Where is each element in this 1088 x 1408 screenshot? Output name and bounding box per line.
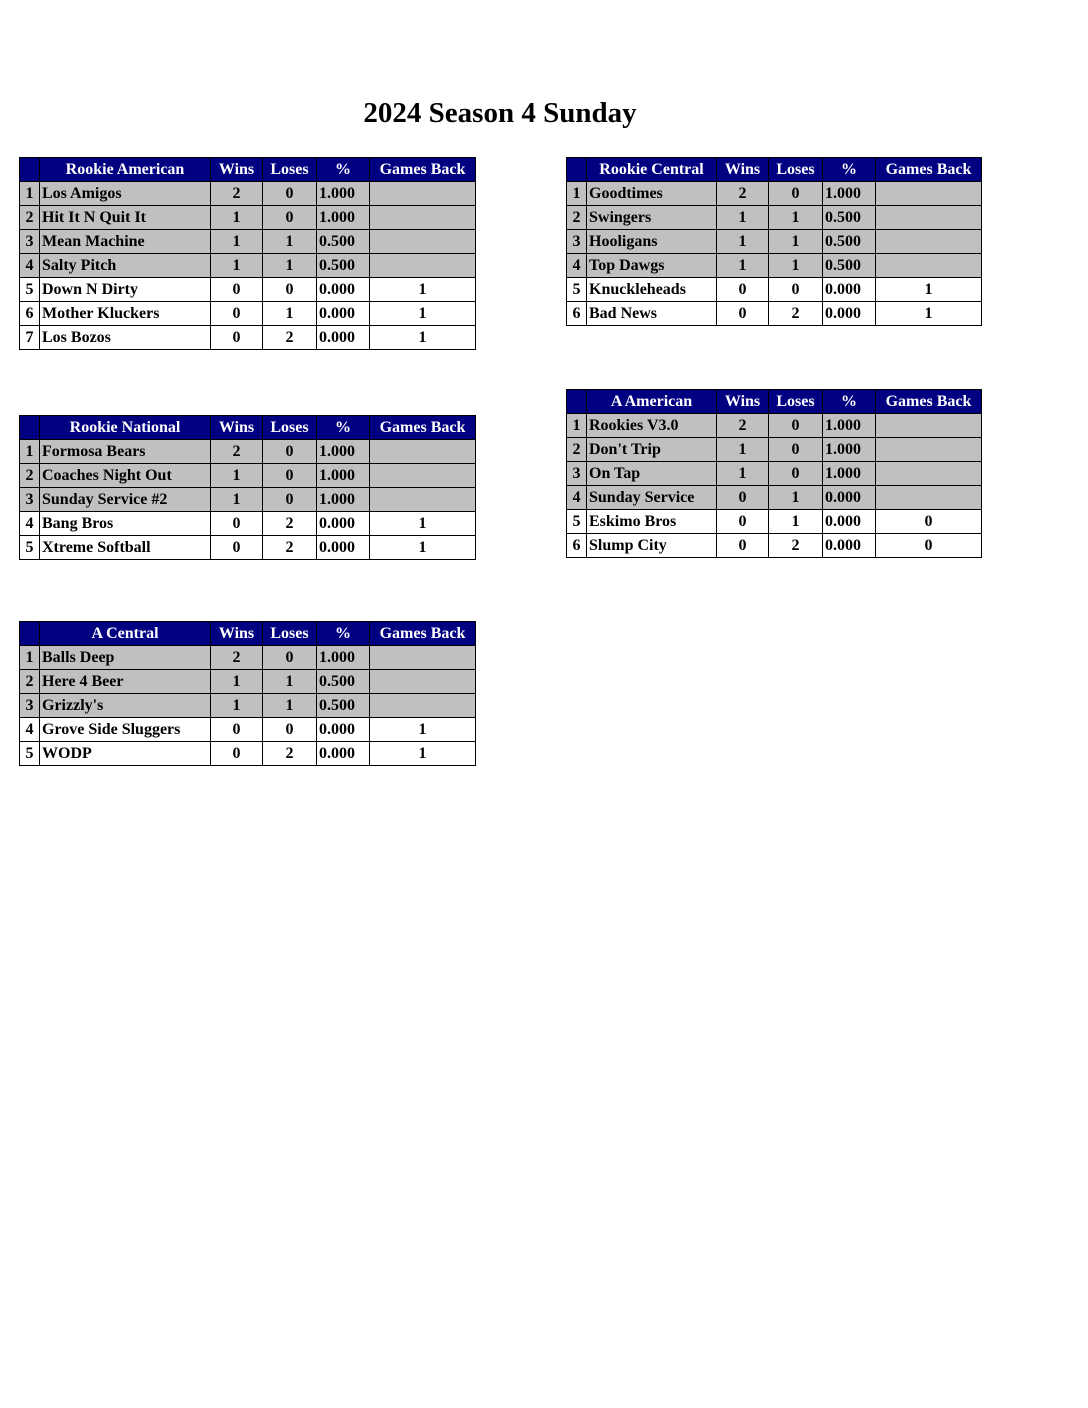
pct-cell: 0.000 [317, 742, 370, 766]
pct-cell: 0.000 [317, 718, 370, 742]
loses-header: Loses [263, 416, 317, 440]
rank-cell: 3 [20, 230, 40, 254]
standings-table-a-american [566, 389, 982, 558]
team-cell: On Tap [587, 462, 717, 486]
games-back-header: Games Back [876, 390, 982, 414]
wins-cell: 1 [717, 206, 769, 230]
wins-cell: 1 [717, 254, 769, 278]
loses-cell: 1 [263, 670, 317, 694]
pct-cell: 0.500 [823, 230, 876, 254]
pct-cell: 0.000 [823, 510, 876, 534]
pct-cell: 1.000 [317, 440, 370, 464]
rank-cell: 2 [20, 670, 40, 694]
pct-header: % [317, 158, 370, 182]
pct-cell: 0.000 [317, 278, 370, 302]
loses-cell: 1 [769, 230, 823, 254]
loses-cell: 0 [769, 462, 823, 486]
standings-table-rookie-american [19, 157, 476, 350]
games-back-cell [370, 440, 476, 464]
wins-cell: 1 [211, 254, 263, 278]
wins-cell: 1 [717, 230, 769, 254]
wins-cell: 1 [717, 438, 769, 462]
loses-cell: 0 [263, 646, 317, 670]
pct-cell: 0.000 [823, 302, 876, 326]
games-back-cell: 1 [370, 536, 476, 560]
rank-cell: 2 [20, 206, 40, 230]
team-cell: Bang Bros [40, 512, 211, 536]
pct-cell: 1.000 [823, 182, 876, 206]
rank-cell: 4 [567, 486, 587, 510]
team-cell: Bad News [587, 302, 717, 326]
team-cell: Formosa Bears [40, 440, 211, 464]
pct-cell: 0.500 [823, 254, 876, 278]
wins-header: Wins [717, 390, 769, 414]
loses-cell: 2 [769, 534, 823, 558]
table-row [20, 326, 476, 350]
division-header: Rookie Central [587, 158, 717, 182]
team-cell: Down N Dirty [40, 278, 211, 302]
pct-cell: 1.000 [823, 462, 876, 486]
rank-cell: 2 [567, 438, 587, 462]
wins-cell: 1 [211, 670, 263, 694]
games-back-cell [876, 254, 982, 278]
games-back-cell: 1 [370, 718, 476, 742]
wins-cell: 1 [211, 694, 263, 718]
games-back-cell [876, 182, 982, 206]
loses-cell: 1 [769, 486, 823, 510]
pct-cell: 1.000 [317, 646, 370, 670]
wins-header: Wins [717, 158, 769, 182]
table-row [20, 254, 476, 278]
loses-cell: 0 [769, 438, 823, 462]
games-back-cell: 0 [876, 510, 982, 534]
rank-header [20, 416, 40, 440]
standings-table-a-central [19, 621, 476, 766]
loses-header: Loses [263, 158, 317, 182]
rank-cell: 3 [567, 230, 587, 254]
rank-cell: 5 [20, 742, 40, 766]
table-row [567, 438, 982, 462]
rank-header [20, 158, 40, 182]
games-back-header: Games Back [370, 416, 476, 440]
wins-header: Wins [211, 416, 263, 440]
wins-header: Wins [211, 158, 263, 182]
rank-header [20, 622, 40, 646]
games-back-cell [370, 488, 476, 512]
division-header: Rookie National [40, 416, 211, 440]
games-back-cell: 1 [370, 302, 476, 326]
wins-cell: 0 [717, 302, 769, 326]
standings-table-rookie-central [566, 157, 982, 326]
wins-cell: 1 [211, 230, 263, 254]
pct-header: % [823, 390, 876, 414]
pct-cell: 0.000 [317, 302, 370, 326]
games-back-cell [370, 230, 476, 254]
pct-cell: 0.000 [317, 536, 370, 560]
table-row [567, 534, 982, 558]
rank-cell: 1 [20, 646, 40, 670]
pct-cell: 1.000 [823, 414, 876, 438]
pct-cell: 0.000 [317, 512, 370, 536]
table-row [567, 206, 982, 230]
pct-cell: 0.500 [823, 206, 876, 230]
wins-cell: 0 [211, 742, 263, 766]
rank-cell: 1 [567, 182, 587, 206]
loses-cell: 0 [769, 278, 823, 302]
table-row [20, 278, 476, 302]
loses-cell: 0 [769, 414, 823, 438]
wins-cell: 1 [717, 462, 769, 486]
games-back-cell [876, 486, 982, 510]
loses-cell: 0 [263, 488, 317, 512]
pct-cell: 1.000 [317, 464, 370, 488]
pct-cell: 0.000 [823, 486, 876, 510]
games-back-cell: 1 [876, 302, 982, 326]
games-back-cell [370, 646, 476, 670]
team-cell: Balls Deep [40, 646, 211, 670]
games-back-cell: 1 [370, 742, 476, 766]
games-back-cell [370, 206, 476, 230]
loses-cell: 2 [263, 742, 317, 766]
loses-header: Loses [769, 390, 823, 414]
team-cell: Hit It N Quit It [40, 206, 211, 230]
games-back-cell [876, 206, 982, 230]
games-back-cell [876, 414, 982, 438]
rank-cell: 7 [20, 326, 40, 350]
wins-cell: 0 [717, 534, 769, 558]
table-row [567, 510, 982, 534]
rank-cell: 5 [20, 278, 40, 302]
team-cell: Hooligans [587, 230, 717, 254]
table-row [20, 488, 476, 512]
team-cell: Salty Pitch [40, 254, 211, 278]
team-cell: Swingers [587, 206, 717, 230]
games-back-cell: 1 [370, 512, 476, 536]
loses-header: Loses [769, 158, 823, 182]
table-row [20, 694, 476, 718]
rank-header [567, 390, 587, 414]
rank-cell: 5 [567, 510, 587, 534]
loses-cell: 0 [263, 440, 317, 464]
table-row [567, 414, 982, 438]
rank-cell: 3 [20, 694, 40, 718]
table-row [567, 182, 982, 206]
wins-cell: 2 [211, 182, 263, 206]
rank-cell: 3 [567, 462, 587, 486]
games-back-cell: 1 [370, 278, 476, 302]
table-row [20, 670, 476, 694]
header-row [20, 416, 476, 440]
pct-cell: 0.000 [317, 326, 370, 350]
table-row [567, 254, 982, 278]
table-row [20, 512, 476, 536]
pct-header: % [317, 622, 370, 646]
loses-cell: 1 [769, 206, 823, 230]
rank-cell: 4 [20, 718, 40, 742]
rank-header [567, 158, 587, 182]
team-cell: Mother Kluckers [40, 302, 211, 326]
rank-cell: 6 [20, 302, 40, 326]
wins-cell: 0 [211, 536, 263, 560]
wins-header: Wins [211, 622, 263, 646]
wins-cell: 2 [211, 646, 263, 670]
table-row [20, 440, 476, 464]
loses-cell: 1 [263, 694, 317, 718]
games-back-cell [370, 464, 476, 488]
team-cell: Knuckleheads [587, 278, 717, 302]
wins-cell: 0 [717, 278, 769, 302]
team-cell: Sunday Service [587, 486, 717, 510]
loses-cell: 2 [769, 302, 823, 326]
wins-cell: 0 [211, 512, 263, 536]
table-row [567, 230, 982, 254]
wins-cell: 0 [211, 302, 263, 326]
loses-cell: 1 [769, 510, 823, 534]
games-back-cell [370, 670, 476, 694]
table-row [20, 230, 476, 254]
pct-header: % [317, 416, 370, 440]
games-back-cell: 0 [876, 534, 982, 558]
loses-header: Loses [263, 622, 317, 646]
table-row [20, 206, 476, 230]
table-row [20, 302, 476, 326]
team-cell: Los Bozos [40, 326, 211, 350]
loses-cell: 1 [263, 254, 317, 278]
team-cell: Xtreme Softball [40, 536, 211, 560]
rank-cell: 1 [20, 182, 40, 206]
division-header: A American [587, 390, 717, 414]
table-row [20, 182, 476, 206]
wins-cell: 1 [211, 464, 263, 488]
pct-cell: 0.500 [317, 670, 370, 694]
games-back-cell: 1 [370, 326, 476, 350]
wins-cell: 1 [211, 206, 263, 230]
wins-cell: 0 [717, 486, 769, 510]
team-cell: Grizzly's [40, 694, 211, 718]
team-cell: Goodtimes [587, 182, 717, 206]
rank-cell: 1 [20, 440, 40, 464]
wins-cell: 0 [211, 326, 263, 350]
team-cell: Don't Trip [587, 438, 717, 462]
pct-cell: 0.000 [823, 278, 876, 302]
team-cell: Sunday Service #2 [40, 488, 211, 512]
games-back-header: Games Back [370, 158, 476, 182]
team-cell: Mean Machine [40, 230, 211, 254]
header-row [20, 622, 476, 646]
loses-cell: 2 [263, 512, 317, 536]
team-cell: WODP [40, 742, 211, 766]
header-row [567, 158, 982, 182]
rank-cell: 4 [567, 254, 587, 278]
rank-cell: 2 [567, 206, 587, 230]
loses-cell: 0 [263, 718, 317, 742]
loses-cell: 2 [263, 326, 317, 350]
team-cell: Rookies V3.0 [587, 414, 717, 438]
table-row [20, 464, 476, 488]
page-title: 2024 Season 4 Sunday [363, 97, 637, 129]
rank-cell: 3 [20, 488, 40, 512]
games-back-cell [876, 230, 982, 254]
table-row [567, 278, 982, 302]
team-cell: Grove Side Sluggers [40, 718, 211, 742]
wins-cell: 2 [211, 440, 263, 464]
rank-cell: 6 [567, 534, 587, 558]
rank-cell: 4 [20, 254, 40, 278]
games-back-cell [370, 694, 476, 718]
rank-cell: 6 [567, 302, 587, 326]
table-row [20, 536, 476, 560]
table-row [20, 742, 476, 766]
wins-cell: 2 [717, 414, 769, 438]
table-row [567, 302, 982, 326]
pct-cell: 0.500 [317, 254, 370, 278]
rank-cell: 5 [567, 278, 587, 302]
rank-cell: 1 [567, 414, 587, 438]
header-row [567, 390, 982, 414]
loses-cell: 0 [263, 182, 317, 206]
table-row [20, 718, 476, 742]
team-cell: Here 4 Beer [40, 670, 211, 694]
loses-cell: 0 [769, 182, 823, 206]
team-cell: Eskimo Bros [587, 510, 717, 534]
pct-cell: 0.000 [823, 534, 876, 558]
loses-cell: 1 [263, 302, 317, 326]
wins-cell: 1 [211, 488, 263, 512]
header-row [20, 158, 476, 182]
pct-cell: 1.000 [317, 488, 370, 512]
loses-cell: 0 [263, 206, 317, 230]
games-back-cell [876, 462, 982, 486]
table-row [20, 646, 476, 670]
wins-cell: 0 [211, 278, 263, 302]
pct-cell: 1.000 [317, 182, 370, 206]
pct-cell: 1.000 [317, 206, 370, 230]
loses-cell: 1 [769, 254, 823, 278]
loses-cell: 1 [263, 230, 317, 254]
games-back-header: Games Back [370, 622, 476, 646]
pct-cell: 1.000 [823, 438, 876, 462]
team-cell: Los Amigos [40, 182, 211, 206]
games-back-cell [370, 182, 476, 206]
games-back-cell: 1 [876, 278, 982, 302]
loses-cell: 0 [263, 278, 317, 302]
wins-cell: 0 [211, 718, 263, 742]
team-cell: Coaches Night Out [40, 464, 211, 488]
loses-cell: 0 [263, 464, 317, 488]
games-back-header: Games Back [876, 158, 982, 182]
table-row [567, 486, 982, 510]
wins-cell: 0 [717, 510, 769, 534]
games-back-cell [370, 254, 476, 278]
pct-cell: 0.500 [317, 694, 370, 718]
rank-cell: 2 [20, 464, 40, 488]
team-cell: Top Dawgs [587, 254, 717, 278]
rank-cell: 5 [20, 536, 40, 560]
pct-header: % [823, 158, 876, 182]
table-row [567, 462, 982, 486]
team-cell: Slump City [587, 534, 717, 558]
wins-cell: 2 [717, 182, 769, 206]
division-header: A Central [40, 622, 211, 646]
pct-cell: 0.500 [317, 230, 370, 254]
games-back-cell [876, 438, 982, 462]
loses-cell: 2 [263, 536, 317, 560]
division-header: Rookie American [40, 158, 211, 182]
standings-table-rookie-national [19, 415, 476, 560]
rank-cell: 4 [20, 512, 40, 536]
